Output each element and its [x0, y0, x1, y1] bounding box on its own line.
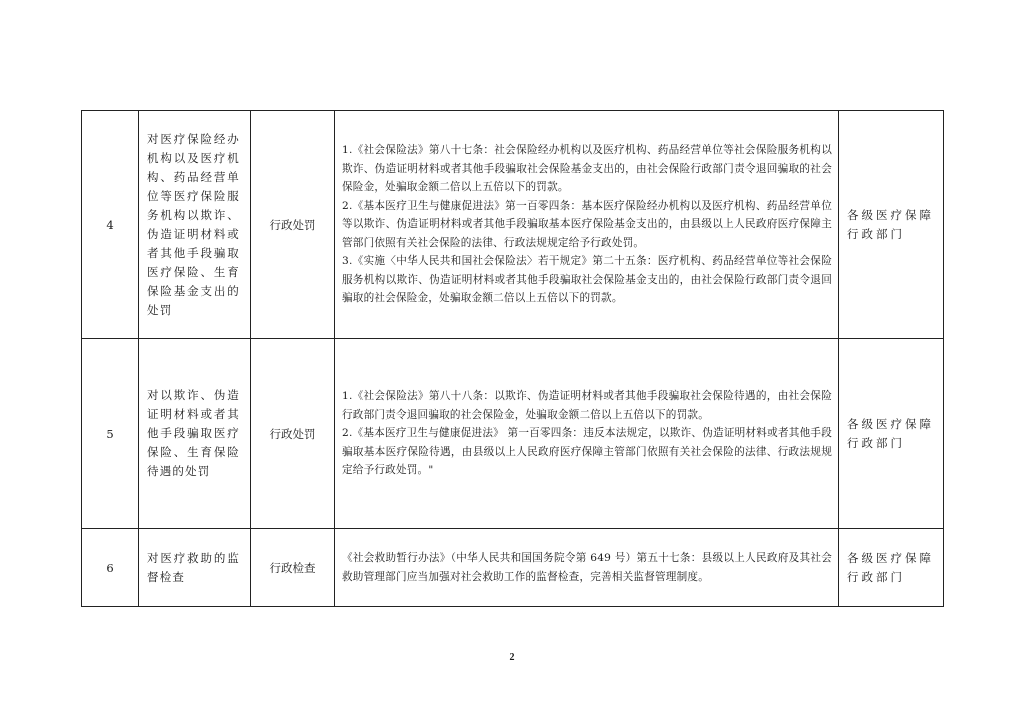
table-row — [82, 339, 944, 529]
item-cell — [139, 339, 251, 529]
legal-basis-paragraph: 2.《基本医疗卫生与健康促进法》第一百零四条：基本医疗保险经办机构以及医疗机构、药品经营单位等以欺诈、伪造证明材料或者其他手段骗取基本医疗保险基金支出的，由县级以上人民政府医疗保障主管部门依照有关社会保险的法律、行政法规规定给予行政处罚。 — [342, 199, 832, 249]
item-name: 对医疗保险经办机构以及医疗机构、药品经营单位等医疗保险服务机构以欺诈、伪造证明材料或者其他手段骗取医疗保险、生育保险基金支出的处罚 — [147, 131, 240, 317]
item-name: 对以欺诈、伪造证明材料或者其他手段骗取医疗保险、生育保险待遇的处罚 — [147, 388, 240, 478]
item-cell — [139, 111, 251, 339]
item-name: 对医疗救助的监督检查 — [147, 550, 240, 584]
table-row — [82, 111, 944, 339]
department-name: 各级医疗保障行政部门 — [847, 207, 934, 241]
row-number: 6 — [82, 529, 139, 607]
department-cell — [839, 529, 944, 607]
department-cell — [839, 111, 944, 339]
page-number: 2 — [509, 652, 515, 663]
legal-basis-paragraph: 2.《基本医疗卫生与健康促进法》 第一百零四条：违反本法规定，以欺诈、伪造证明材料或者其他手段骗取基本医疗保险待遇，由县级以上人民政府医疗保障主管部门依照有关社会保险的法律、行政法规规定给予行政处罚。" — [342, 427, 832, 477]
action-type: 行政处罚 — [251, 111, 335, 339]
legal-basis-cell — [335, 111, 839, 339]
row-number: 4 — [82, 111, 139, 339]
item-cell — [139, 529, 251, 607]
department-name: 各级医疗保障行政部门 — [847, 416, 934, 450]
legal-basis-paragraph: 《社会救助暂行办法》（中华人民共和国国务院令第 649 号）第五十七条：县级以上人民政府及其社会救助管理部门应当加强对社会救助工作的监督检查，完善相关监督管理制度。 — [342, 552, 832, 583]
action-type: 行政处罚 — [251, 339, 335, 529]
legal-basis-cell — [335, 339, 839, 529]
legal-basis-paragraph: 3.《实施〈中华人民共和国社会保险法〉若干规定》第二十五条：医疗机构、药品经营单位等社会保险服务机构以欺诈、伪造证明材料或者其他手段骗取社会保险基金支出的，由社会保险行政部门责令退回骗取的社会保险金，处骗取金额二倍以上五倍以下的罚款。 — [342, 255, 832, 305]
row-number: 5 — [82, 339, 139, 529]
legal-basis-paragraph: 1.《社会保险法》第八十七条：社会保险经办机构以及医疗机构、药品经营单位等社会保险服务机构以欺诈、伪造证明材料或者其他手段骗取社会保险基金支出的，由社会保险行政部门责令退回骗取的社会保险金，处骗取金额二倍以上五倍以下的罚款。 — [342, 144, 832, 194]
action-type: 行政检查 — [251, 529, 335, 607]
legal-basis-cell — [335, 529, 839, 607]
legal-basis-paragraph: 1.《社会保险法》第八十八条：以欺诈、伪造证明材料或者其他手段骗取社会保险待遇的，由社会保险行政部门责令退回骗取的社会保险金，处骗取金额二倍以上五倍以下的罚款。 — [342, 390, 832, 421]
table-row — [82, 529, 944, 607]
department-name: 各级医疗保障行政部门 — [847, 550, 934, 584]
regulation-table — [81, 110, 944, 607]
department-cell — [839, 339, 944, 529]
